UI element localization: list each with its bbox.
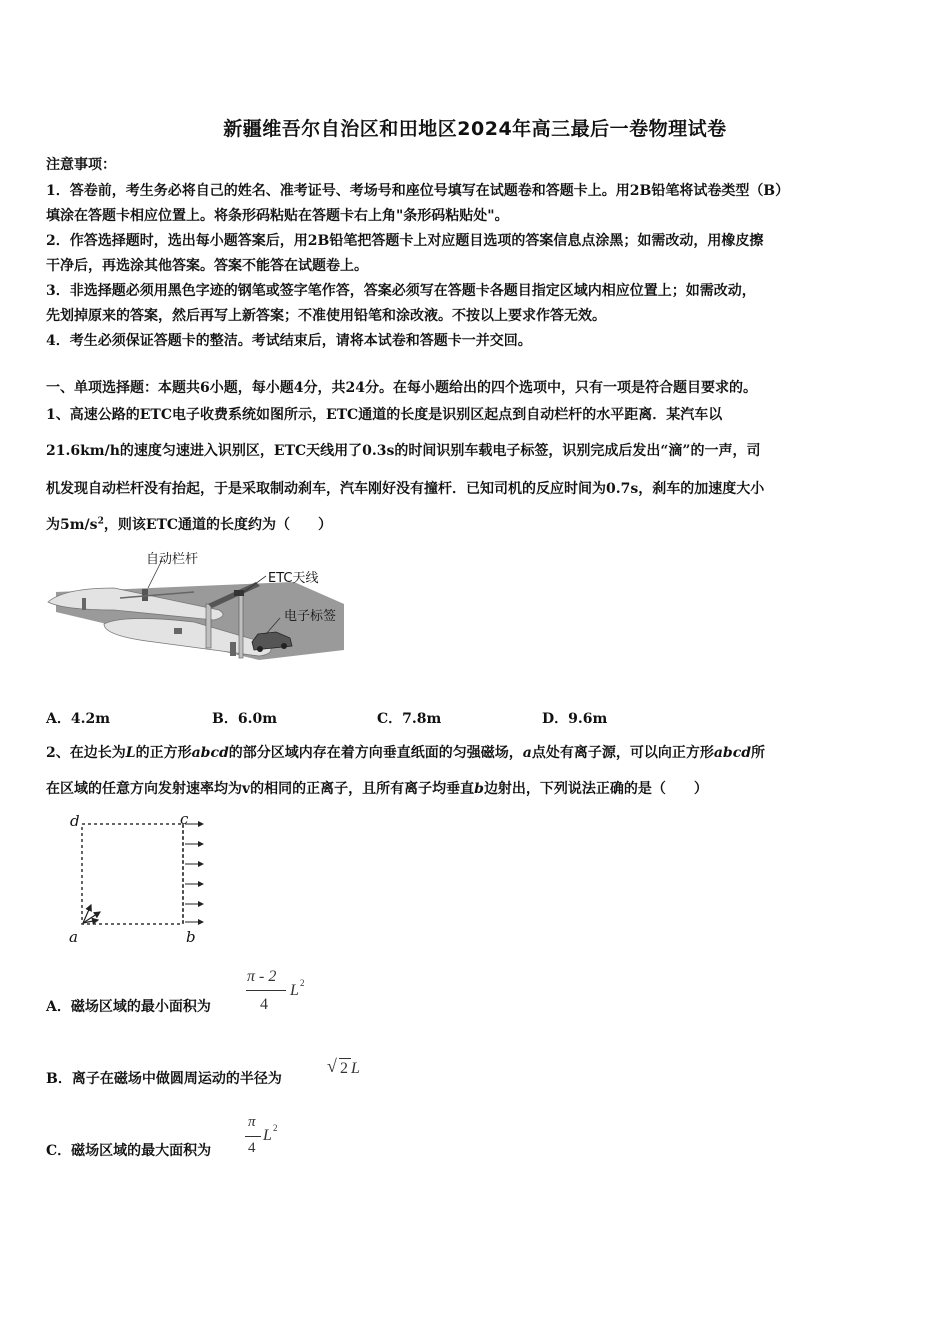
- q1-text-line: [46, 514, 332, 534]
- figure-label-antenna: ETC天线: [268, 571, 319, 586]
- q1-option-a[interactable]: A．4.2m: [46, 711, 111, 727]
- exponent: 2: [300, 978, 305, 988]
- q2-text-part: 所: [751, 745, 766, 761]
- q2-option-b[interactable]: B．离子在磁场中做圆周运动的半径为: [46, 1071, 282, 1087]
- gantry-post: [206, 604, 211, 648]
- fraction-bar: [246, 990, 286, 991]
- variable-L: L: [290, 982, 299, 999]
- q1-text-line: 机发现自动栏杆没有抬起，于是采取制动刹车，汽车刚好没有撞杆．已知司机的反应时间为0.7s，刹车的加速度大小: [46, 481, 765, 497]
- q2-text-part: 的正方形: [135, 745, 192, 761]
- square-outline: [82, 824, 183, 924]
- q2-text-part: 的部分区域内存在着方向垂直纸面的匀强磁场，: [228, 745, 523, 761]
- q2-var-a: a: [522, 745, 532, 761]
- gantry-post: [239, 594, 243, 658]
- barrier-post: [142, 589, 148, 601]
- fraction-numerator: π - 2: [247, 968, 277, 985]
- notice-line: 先划掉原来的答案，然后再写上新答案；不准使用铅笔和涂改液。不按以上要求作答无效。: [46, 308, 606, 324]
- q1-text-line: 21.6km/h的速度匀速进入识别区，ETC天线用了0.3s的时间识别车载电子标签，识别完成后发出“滴”的一声，司: [46, 443, 761, 459]
- square-figure-drawing: [60, 808, 220, 948]
- notice-heading: 注意事项：: [46, 157, 116, 173]
- section-heading: 一、单项选择题：本题共6小题，每小题4分，共24分。在每小题给出的四个选项中，只有一项是符合题目要求的。: [46, 380, 757, 396]
- q2-text-part: 点处有离子源，可以向正方形: [531, 745, 714, 761]
- sqrt-sign: √: [327, 1056, 337, 1076]
- antenna-box: [234, 590, 244, 596]
- notice-line: 干净后，再选涂其他答案。答案不能答在试题卷上。: [46, 258, 368, 274]
- sqrt-vinculum: [339, 1058, 351, 1059]
- notice-line: 2．作答选择题时，选出每小题答案后，用2B铅笔把答题卡上对应题目选项的答案信息点涂黑；如需改动，用橡皮擦: [46, 233, 764, 249]
- q1-option-b[interactable]: B．6.0m: [212, 711, 278, 727]
- notice-line: 1．答卷前，考生务必将自己的姓名、准考证号、考场号和座位号填写在试题卷和答题卡上。用2B铅笔将试卷类型（B）: [46, 183, 790, 199]
- q2-var-abcd: abcd: [713, 745, 752, 761]
- post: [174, 628, 182, 634]
- post: [82, 598, 86, 610]
- figure-label-tag: 电子标签: [284, 609, 337, 624]
- sqrt-radicand: 2: [340, 1060, 348, 1077]
- q1-text-line: 1、高速公路的ETC电子收费系统如图所示，ETC通道的长度是识别区起点到自动栏杆的水平距离．某汽车以: [46, 407, 723, 423]
- variable-L: L: [351, 1060, 360, 1077]
- car-wheel: [281, 643, 287, 649]
- fraction-numerator: π: [248, 1114, 256, 1130]
- q1-option-c[interactable]: C．7.8m: [377, 711, 442, 727]
- corner-label-a: a: [69, 928, 78, 946]
- q2-option-c[interactable]: C．磁场区域的最大面积为: [46, 1143, 212, 1159]
- exponent: 2: [273, 1123, 278, 1133]
- fraction-denominator: 4: [248, 1140, 256, 1156]
- q1-option-d[interactable]: D．9.6m: [542, 711, 608, 727]
- page-title: 新疆维吾尔自治区和田地区2024年高三最后一卷物理试卷: [223, 118, 727, 140]
- q1-exponent: 2: [97, 516, 104, 527]
- q2-var-abcd: abcd: [191, 745, 229, 761]
- q2-text-line: [46, 778, 708, 798]
- notice-line: 填涂在答题卡相应位置上。将条形码粘贴在答题卡右上角"条形码粘贴处"。: [46, 208, 509, 224]
- variable-L: L: [263, 1127, 272, 1144]
- corner-label-d: d: [70, 812, 80, 830]
- fraction-denominator: 4: [260, 996, 268, 1013]
- fraction-bar: [245, 1136, 261, 1137]
- q2-var-b: b: [474, 781, 484, 797]
- car-wheel: [257, 646, 263, 652]
- q2-var-L: L: [125, 745, 136, 761]
- corner-label-c: c: [180, 810, 189, 828]
- notice-line: 4．考生必须保证答题卡的整洁。考试结束后，请将本试卷和答题卡一并交回。: [46, 333, 532, 349]
- q2-text-line: [46, 742, 765, 762]
- q2-option-a[interactable]: A．磁场区域的最小面积为: [46, 999, 211, 1015]
- q1-text-part: ，则该ETC通道的长度约为（ ）: [103, 517, 333, 533]
- q2-text-part: 2、在边长为: [46, 745, 126, 761]
- post: [230, 642, 236, 656]
- figure-label-barrier: 自动栏杆: [146, 552, 199, 567]
- q2-text-part: 在区域的任意方向发射速率均为v的相同的正离子，且所有离子均垂直: [46, 781, 475, 797]
- q2-text-part: 边射出，下列说法正确的是（ ）: [483, 781, 708, 797]
- q1-text-part: 为5m/s: [46, 517, 98, 533]
- notice-line: 3．非选择题必须用黑色字迹的钢笔或签字笔作答，答案必须写在答题卡各题目指定区域内相应位置上；如需改动，: [46, 283, 756, 299]
- corner-label-b: b: [186, 928, 196, 946]
- square-figure: [60, 808, 220, 948]
